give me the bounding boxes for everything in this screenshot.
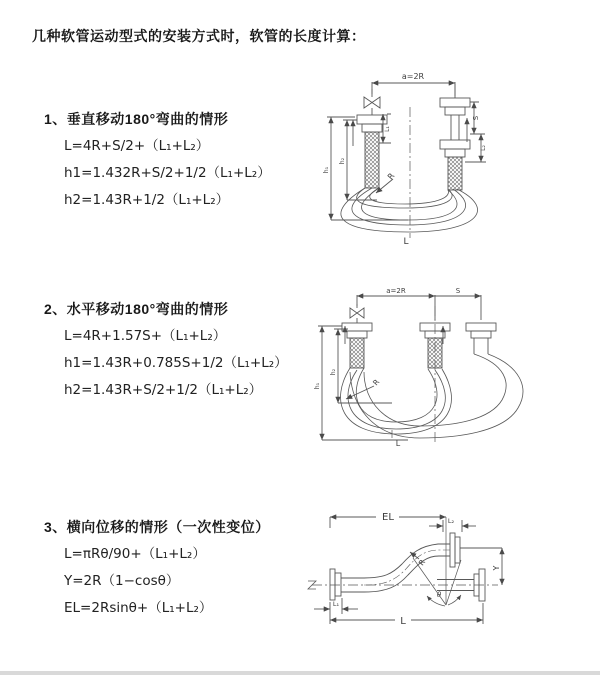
dim-l [330,603,483,624]
formula-length: L=4R+S/2+（L₁+L₂） [64,138,210,154]
braided-hose-right [448,157,462,190]
dim-label-r: R [416,557,428,568]
page-title: 几种软管运动型式的安装方式时，软管的长度计算： [32,28,366,44]
formula-el: EL=2Rsinθ+（L₁+L₂） [64,600,213,616]
formula-h1: h1=1.43R+0.785S+1/2（L₁+L₂） [64,355,288,371]
hose-curves [341,188,478,232]
dim-label-y: Y [492,565,501,571]
section-1-formulas [44,138,271,208]
formula-length: L=πRθ/90+（L₁+L₂） [64,546,206,562]
diagram-horizontal-180-bend [308,282,598,450]
left-flange-fitting [357,115,387,132]
top-right-flange [450,533,460,567]
section-3-heading: 3、横向位移的情形（一次性变位） [44,519,270,535]
radius-pointer [410,552,419,559]
section-3-formulas [44,546,270,616]
dim-label-theta: θ [436,591,442,599]
dim-label-h2: h₂ [330,368,337,376]
section-2-heading: 2、水平移动180°弯曲的情形 [44,301,229,317]
dim-label-r: R [385,171,397,182]
formula-length: L=4R+1.57S+（L₁+L₂） [64,328,227,344]
valve-icon [350,304,364,323]
dim-label-l1: L₁ [384,126,391,132]
left-flange [330,569,364,600]
dim-a2r-s [357,295,481,320]
section-2-formulas [44,328,288,398]
dim-label-a2r: a=2R [401,72,425,81]
dim-label-l: L [395,439,401,448]
formula-h1: h1=1.432R+S/2+1/2（L₁+L₂） [64,165,271,181]
dim-a2r [372,82,455,96]
dim-label-l2: L₂ [447,517,455,525]
dim-label-el: EL [382,512,394,523]
formula-h2: h2=1.43R+S/2+1/2（L₁+L₂） [64,382,263,398]
dim-label-h1: h₁ [314,382,321,390]
right-flange-fittings [440,84,470,157]
section-lateral-displacement [44,518,270,627]
left-flange-fitting [342,323,372,338]
section-horizontal-movement [44,300,288,409]
dim-label-s: S [472,115,480,121]
dim-label-a2r: a=2R [386,287,406,295]
dim-label-l1: L₁ [332,600,340,608]
scan-edge-strip [0,671,600,675]
braided-hose-left [365,132,379,188]
valve-icon [364,89,380,115]
formula-h2: h2=1.43R+1/2（L₁+L₂） [64,192,230,208]
dim-label-h2: h₂ [339,157,346,165]
diagram-lateral-displacement [298,508,593,640]
section-vertical-movement [44,110,271,219]
section-1-heading: 1、垂直移动180°弯曲的情形 [44,111,229,127]
theta-angle-arrows [427,595,461,606]
formula-y: Y=2R（1−cosθ） [64,573,180,589]
braided-hose-left [350,338,364,368]
dim-label-r: R [370,377,382,388]
dim-label-l: L [403,237,409,247]
dim-label-h1: h₁ [323,166,330,174]
dim-label-l: L [400,616,406,627]
dim-label-l2: L₂ [480,145,487,151]
right-flange-fitting [466,323,496,354]
diagram-vertical-180-bend [305,62,595,257]
dim-label-s: S [455,287,461,295]
